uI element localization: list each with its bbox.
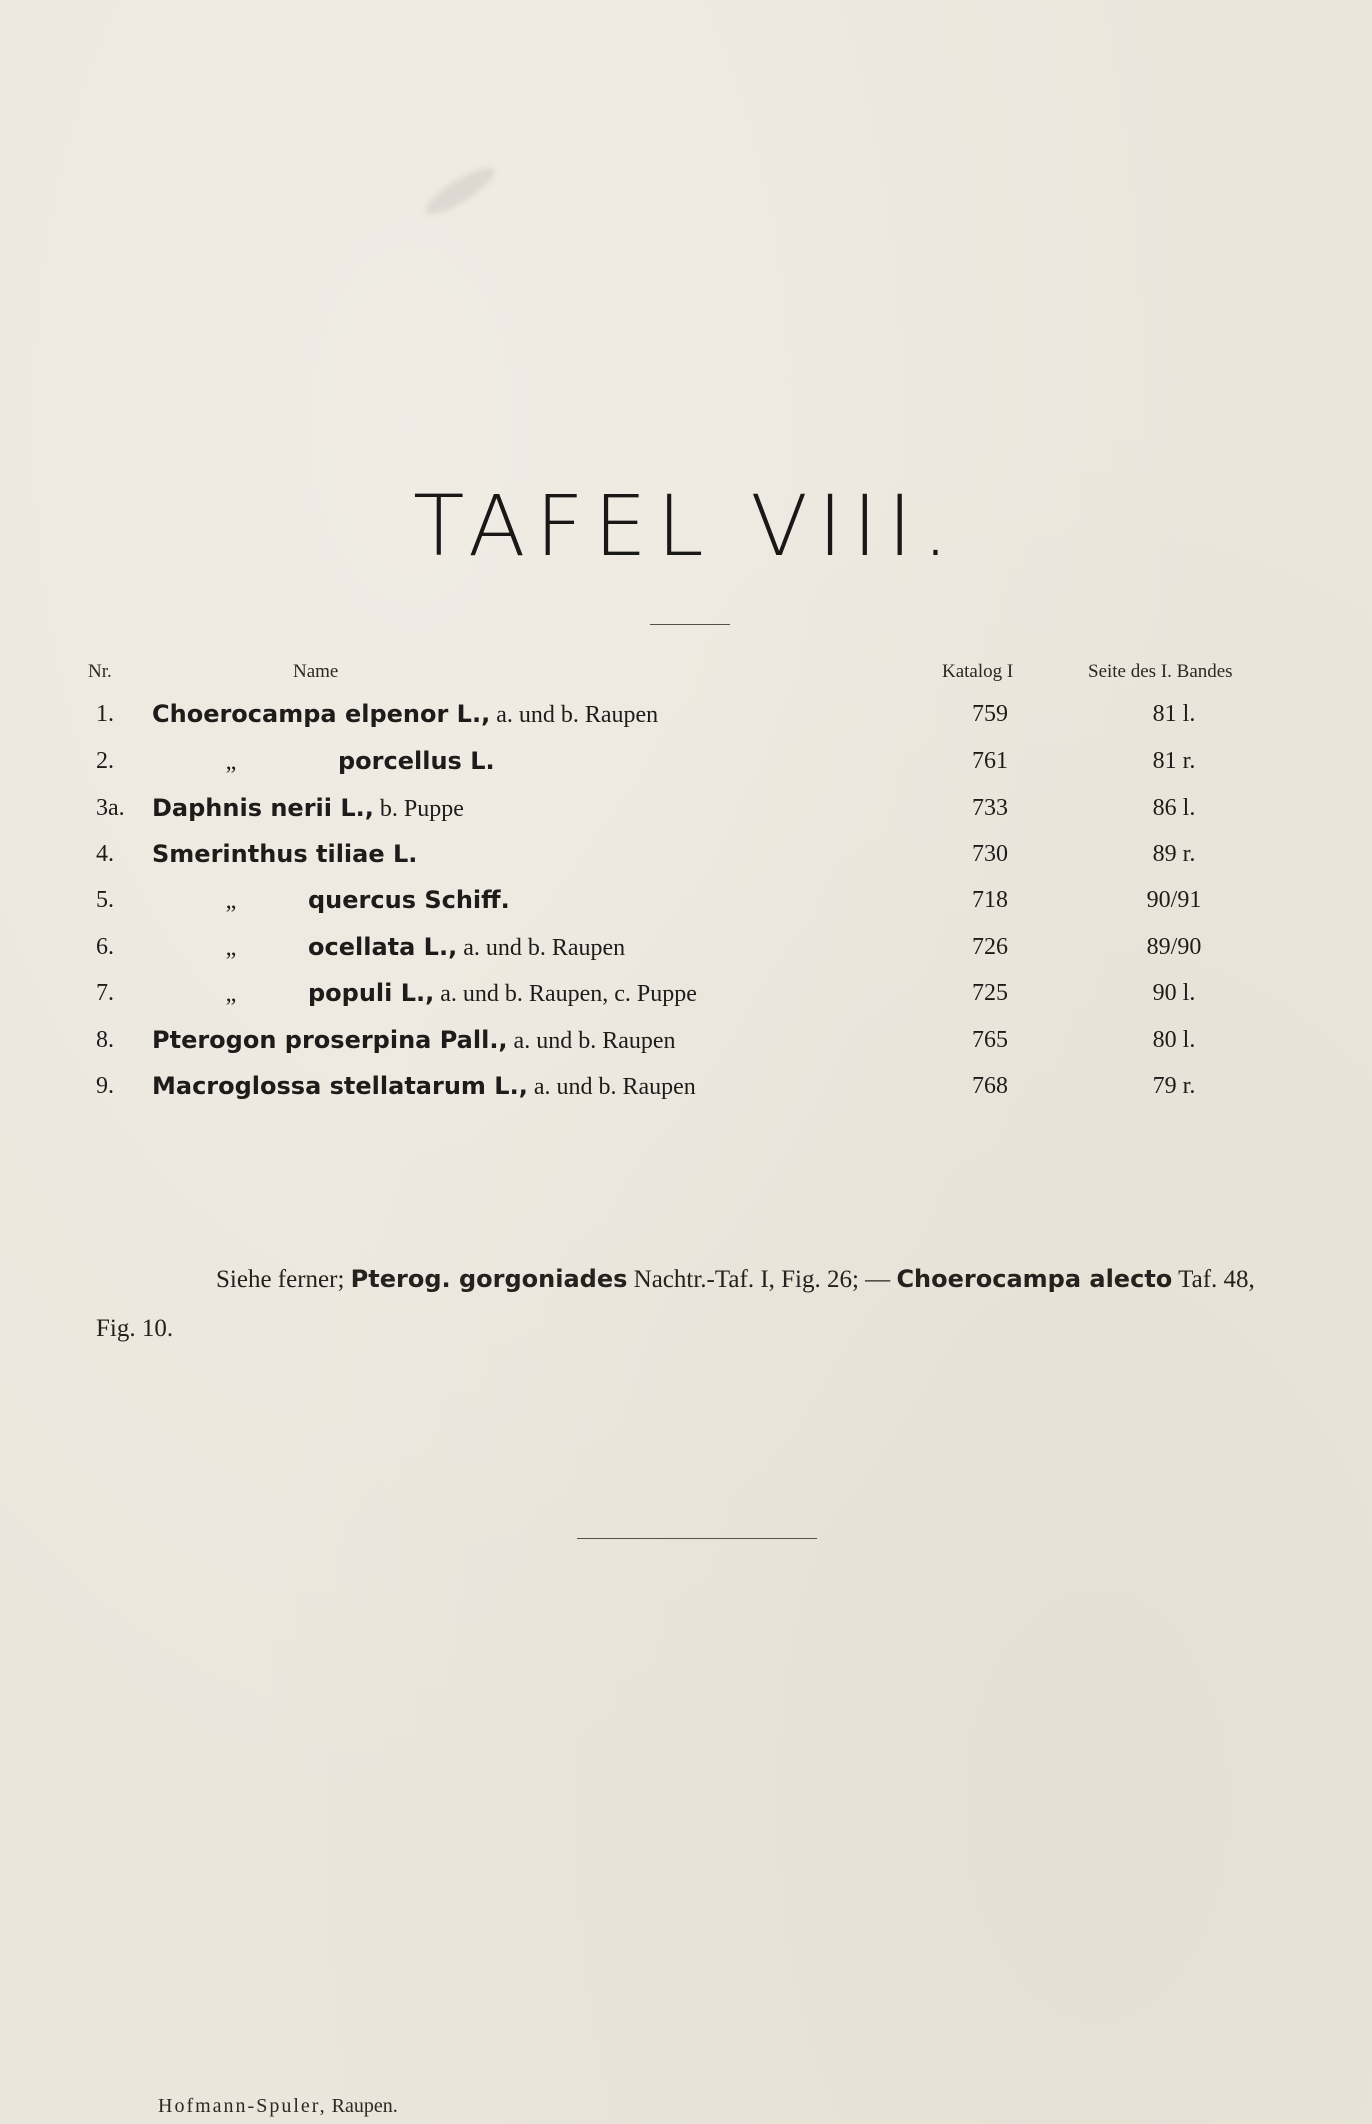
note-mid: Nachtr.-Taf. I, Fig. 26; — xyxy=(633,1266,891,1293)
row-name xyxy=(152,791,464,826)
row-name xyxy=(152,1069,696,1104)
paper-smudge xyxy=(420,160,500,221)
row-name xyxy=(220,744,495,779)
stage-description: b. Puppe xyxy=(379,796,464,822)
katalog-number: 765 xyxy=(972,1027,1008,1053)
stage-description: a. und b. Raupen xyxy=(496,702,659,728)
row-name xyxy=(220,883,510,918)
table-row xyxy=(0,791,1372,831)
header-katalog: Katalog I xyxy=(942,661,1014,682)
species-name: Daphnis nerii L., xyxy=(152,794,374,822)
row-name xyxy=(152,697,658,732)
note-prefix: Siehe ferner; xyxy=(216,1266,345,1293)
ditto-mark: „ xyxy=(225,981,237,1007)
ditto-mark: „ xyxy=(225,749,237,775)
row-number: 7. xyxy=(96,980,114,1006)
species-name: Choerocampa elpenor L., xyxy=(152,700,491,728)
page-reference: 89/90 xyxy=(1146,934,1202,960)
katalog-number: 726 xyxy=(972,934,1008,960)
note-suffix: Taf. 48, Fig. 10. xyxy=(96,1266,1255,1342)
katalog-number: 718 xyxy=(972,887,1008,913)
table-row xyxy=(0,883,1372,923)
row-name xyxy=(220,976,697,1011)
row-number: 1. xyxy=(96,701,114,727)
katalog-number: 761 xyxy=(972,748,1008,774)
katalog-number: 730 xyxy=(972,841,1008,867)
row-number: 5. xyxy=(96,887,114,913)
species-name: Smerinthus tiliae L. xyxy=(152,840,418,868)
species-name: porcellus L. xyxy=(338,747,495,775)
row-number: 9. xyxy=(96,1073,114,1099)
header-seite: Seite des I. Bandes xyxy=(1088,661,1233,682)
note-species-2: Choerocampa alecto xyxy=(896,1265,1173,1293)
stage-description: a. und b. Raupen xyxy=(513,1028,676,1054)
table-row xyxy=(0,976,1372,1016)
katalog-number: 768 xyxy=(972,1073,1008,1099)
species-name: ocellata L., xyxy=(308,933,458,961)
page-reference: 81 r. xyxy=(1152,748,1196,774)
table-row xyxy=(0,744,1372,784)
table-row xyxy=(0,697,1372,737)
table-row xyxy=(0,837,1372,877)
row-name xyxy=(152,837,417,872)
page-reference: 89 r. xyxy=(1152,841,1196,867)
page-reference: 80 l. xyxy=(1152,1027,1196,1053)
header-name: Name xyxy=(293,661,339,682)
page-reference: 81 l. xyxy=(1152,701,1196,727)
see-also-note xyxy=(96,1255,1286,1353)
stage-description: a. und b. Raupen xyxy=(463,935,626,961)
row-number: 8. xyxy=(96,1027,114,1053)
row-number: 3a. xyxy=(96,795,125,821)
row-name xyxy=(220,930,625,965)
page-reference: 90 l. xyxy=(1152,980,1196,1006)
page-reference: 90/91 xyxy=(1146,887,1202,913)
katalog-number: 725 xyxy=(972,980,1008,1006)
species-name: populi L., xyxy=(308,979,435,1007)
table-row xyxy=(0,1023,1372,1063)
row-name xyxy=(152,1023,676,1058)
title-divider xyxy=(650,624,730,625)
ditto-mark: „ xyxy=(225,935,237,961)
page-title: TAFEL VIII. xyxy=(413,477,959,575)
footer-credit xyxy=(158,2094,398,2118)
footer-author: Hofmann-Spuler, xyxy=(158,2095,327,2117)
header-nr: Nr. xyxy=(88,661,112,682)
species-name: Pterogon proserpina Pall., xyxy=(152,1026,508,1054)
row-number: 6. xyxy=(96,934,114,960)
ditto-mark: „ xyxy=(225,888,237,914)
row-number: 4. xyxy=(96,841,114,867)
table-row xyxy=(0,930,1372,970)
row-number: 2. xyxy=(96,748,114,774)
stage-description: a. und b. Raupen, c. Puppe xyxy=(440,981,697,1007)
page-reference: 86 l. xyxy=(1152,795,1196,821)
footer-work: Raupen. xyxy=(331,2095,398,2117)
footer-divider xyxy=(577,1538,817,1539)
note-species-1: Pterog. gorgoniades xyxy=(350,1265,628,1293)
table-row xyxy=(0,1069,1372,1109)
katalog-number: 733 xyxy=(972,795,1008,821)
stage-description: a. und b. Raupen xyxy=(533,1074,696,1100)
species-name: quercus Schiff. xyxy=(308,886,510,914)
page-reference: 79 r. xyxy=(1152,1073,1196,1099)
species-name: Macroglossa stellatarum L., xyxy=(152,1072,528,1100)
katalog-number: 759 xyxy=(972,701,1008,727)
